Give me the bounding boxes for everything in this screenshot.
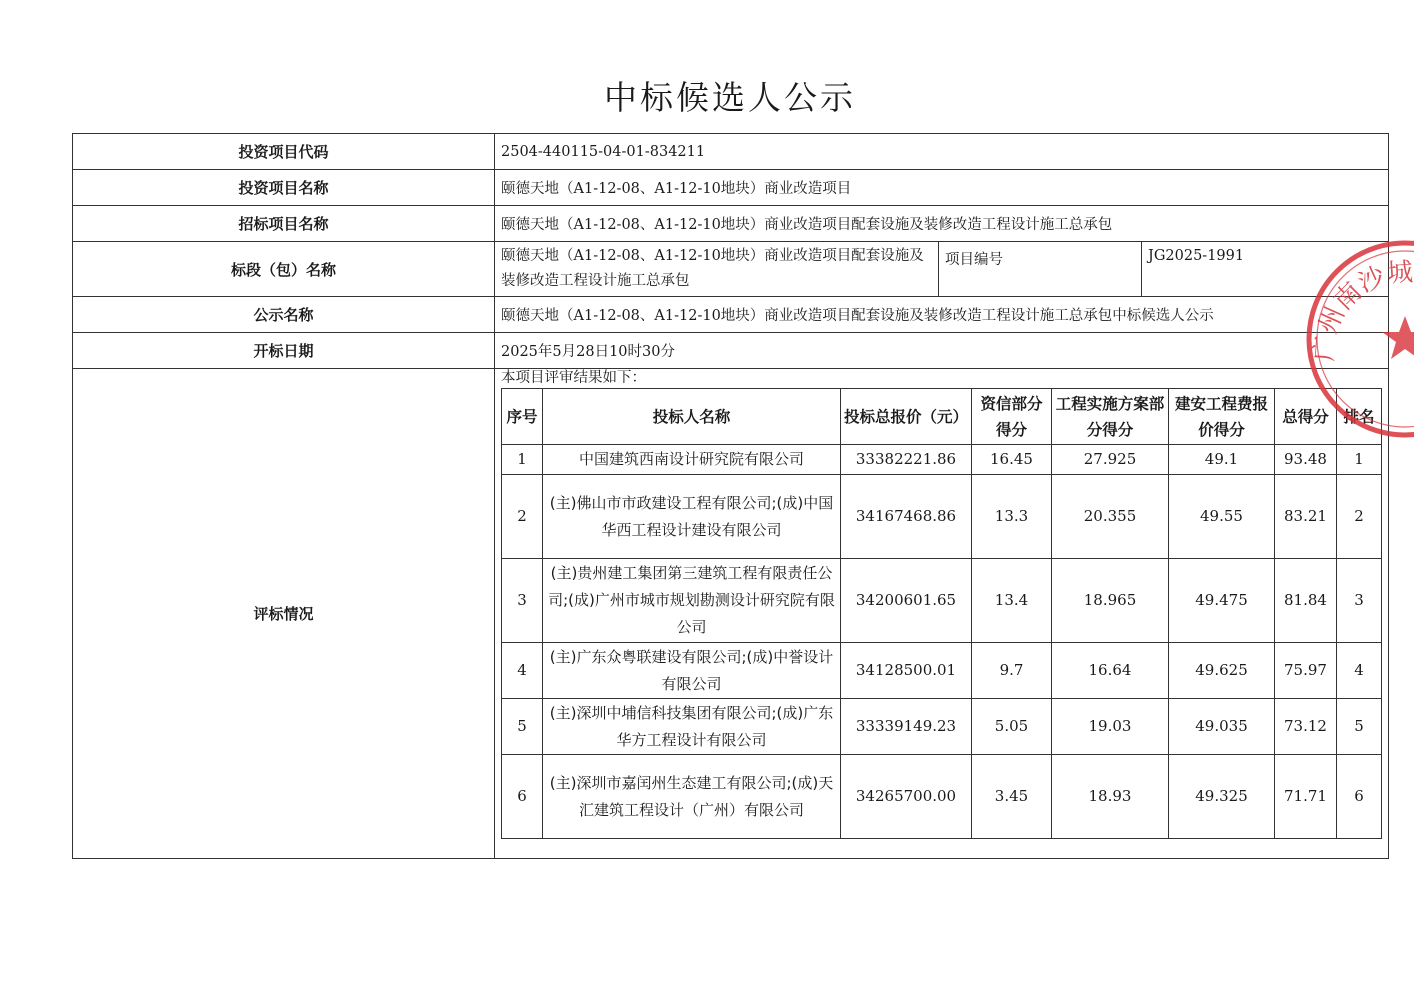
- row-no: 4: [502, 643, 543, 699]
- notice-table: [72, 133, 1389, 859]
- header-total: 总得分: [1275, 389, 1337, 445]
- evaluation-cell: [495, 369, 1389, 859]
- notice-name-label: 公示名称: [73, 297, 495, 333]
- evaluation-intro: 本项目评审结果如下：: [501, 370, 646, 386]
- invest-code-label: 投资项目代码: [73, 134, 495, 170]
- row-price: 34200601.65: [841, 559, 972, 643]
- row-no: 5: [502, 699, 543, 755]
- section-label: 标段（包）名称: [73, 242, 495, 297]
- row-rank: 5: [1337, 699, 1382, 755]
- row-credit: 3.45: [972, 755, 1052, 839]
- row-credit: 16.45: [972, 445, 1052, 475]
- evaluation-label: 评标情况: [73, 369, 495, 859]
- tender-name-value: 颐德天地（A1-12-08、A1-12-10地块）商业改造项目配套设施及装修改造工程设计施工总承包: [495, 206, 1389, 242]
- row-tender-name: [73, 206, 1389, 242]
- row-plan: 18.93: [1052, 755, 1169, 839]
- row-invest-name: [73, 170, 1389, 206]
- row-bidder: 中国建筑西南设计研究院有限公司: [543, 445, 841, 475]
- row-plan: 20.355: [1052, 475, 1169, 559]
- row-plan: 19.03: [1052, 699, 1169, 755]
- row-bidder: (主)广东众粤联建设有限公司;(成)中誉设计有限公司: [543, 643, 841, 699]
- row-evaluation: [73, 369, 1389, 859]
- seal-text: 广州南沙城: [1309, 257, 1414, 363]
- row-rank: 2: [1337, 475, 1382, 559]
- row-cost: 49.625: [1169, 643, 1275, 699]
- row-plan: 27.925: [1052, 445, 1169, 475]
- row-bidder: (主)深圳市嘉闰州生态建工有限公司;(成)天汇建筑工程设计（广州）有限公司: [543, 755, 841, 839]
- row-credit: 9.7: [972, 643, 1052, 699]
- header-plan: 工程实施方案部分得分: [1052, 389, 1169, 445]
- row-total: 93.48: [1275, 445, 1337, 475]
- row-bidder: (主)深圳中埔信科技集团有限公司;(成)广东华方工程设计有限公司: [543, 699, 841, 755]
- header-price: 投标总报价（元）: [841, 389, 972, 445]
- row-price: 33382221.86: [841, 445, 972, 475]
- open-date-label: 开标日期: [73, 333, 495, 369]
- row-price: 34265700.00: [841, 755, 972, 839]
- row-credit: 13.4: [972, 559, 1052, 643]
- row-cost: 49.55: [1169, 475, 1275, 559]
- row-rank: 3: [1337, 559, 1382, 643]
- official-seal: [1300, 234, 1414, 444]
- section-value: 颐德天地（A1-12-08、A1-12-10地块）商业改造项目配套设施及装修改造工程设计施工总承包: [495, 242, 939, 297]
- header-name: 投标人名称: [543, 389, 841, 445]
- header-credit: 资信部分得分: [972, 389, 1052, 445]
- open-date-value: 2025年5月28日10时30分: [495, 333, 1389, 369]
- header-no: 序号: [502, 389, 543, 445]
- row-section: [73, 242, 1389, 297]
- table-row: [502, 643, 1382, 699]
- invest-name-value: 颐德天地（A1-12-08、A1-12-10地块）商业改造项目: [495, 170, 1389, 206]
- header-rank: 排名: [1337, 389, 1382, 445]
- row-total: 71.71: [1275, 755, 1337, 839]
- table-row: [502, 559, 1382, 643]
- invest-code-value: 2504-440115-04-01-834211: [495, 134, 1389, 170]
- row-bidder: (主)贵州建工集团第三建筑工程有限责任公司;(成)广州市城市规划勘测设计研究院有限公司: [543, 559, 841, 643]
- row-cost: 49.475: [1169, 559, 1275, 643]
- row-price: 34128500.01: [841, 643, 972, 699]
- table-row: [502, 699, 1382, 755]
- row-price: 34167468.86: [841, 475, 972, 559]
- row-rank: 1: [1337, 445, 1382, 475]
- table-row: [502, 475, 1382, 559]
- row-plan: 16.64: [1052, 643, 1169, 699]
- project-code-label: 项目编号: [939, 242, 1142, 297]
- row-cost: 49.325: [1169, 755, 1275, 839]
- row-cost: 49.035: [1169, 699, 1275, 755]
- results-header-row: [502, 389, 1382, 445]
- table-row: [502, 755, 1382, 839]
- row-price: 33339149.23: [841, 699, 972, 755]
- row-total: 83.21: [1275, 475, 1337, 559]
- row-plan: 18.965: [1052, 559, 1169, 643]
- row-rank: 4: [1337, 643, 1382, 699]
- table-row: [502, 445, 1382, 475]
- tender-name-label: 招标项目名称: [73, 206, 495, 242]
- project-code-value: JG2025-1991: [1142, 242, 1389, 297]
- row-no: 3: [502, 559, 543, 643]
- page-title: 中标候选人公示: [604, 78, 856, 117]
- row-cost: 49.1: [1169, 445, 1275, 475]
- row-credit: 5.05: [972, 699, 1052, 755]
- row-no: 1: [502, 445, 543, 475]
- row-credit: 13.3: [972, 475, 1052, 559]
- row-open-date: [73, 333, 1389, 369]
- results-table: [501, 388, 1382, 839]
- row-total: 73.12: [1275, 699, 1337, 755]
- invest-name-label: 投资项目名称: [73, 170, 495, 206]
- row-invest-code: [73, 134, 1389, 170]
- row-rank: 6: [1337, 755, 1382, 839]
- row-bidder: (主)佛山市市政建设工程有限公司;(成)中国华西工程设计建设有限公司: [543, 475, 841, 559]
- row-notice-name: [73, 297, 1389, 333]
- notice-name-value: 颐德天地（A1-12-08、A1-12-10地块）商业改造项目配套设施及装修改造工程设计施工总承包中标候选人公示: [495, 297, 1389, 333]
- row-no: 2: [502, 475, 543, 559]
- row-total: 75.97: [1275, 643, 1337, 699]
- header-cost: 建安工程费报价得分: [1169, 389, 1275, 445]
- row-no: 6: [502, 755, 543, 839]
- row-total: 81.84: [1275, 559, 1337, 643]
